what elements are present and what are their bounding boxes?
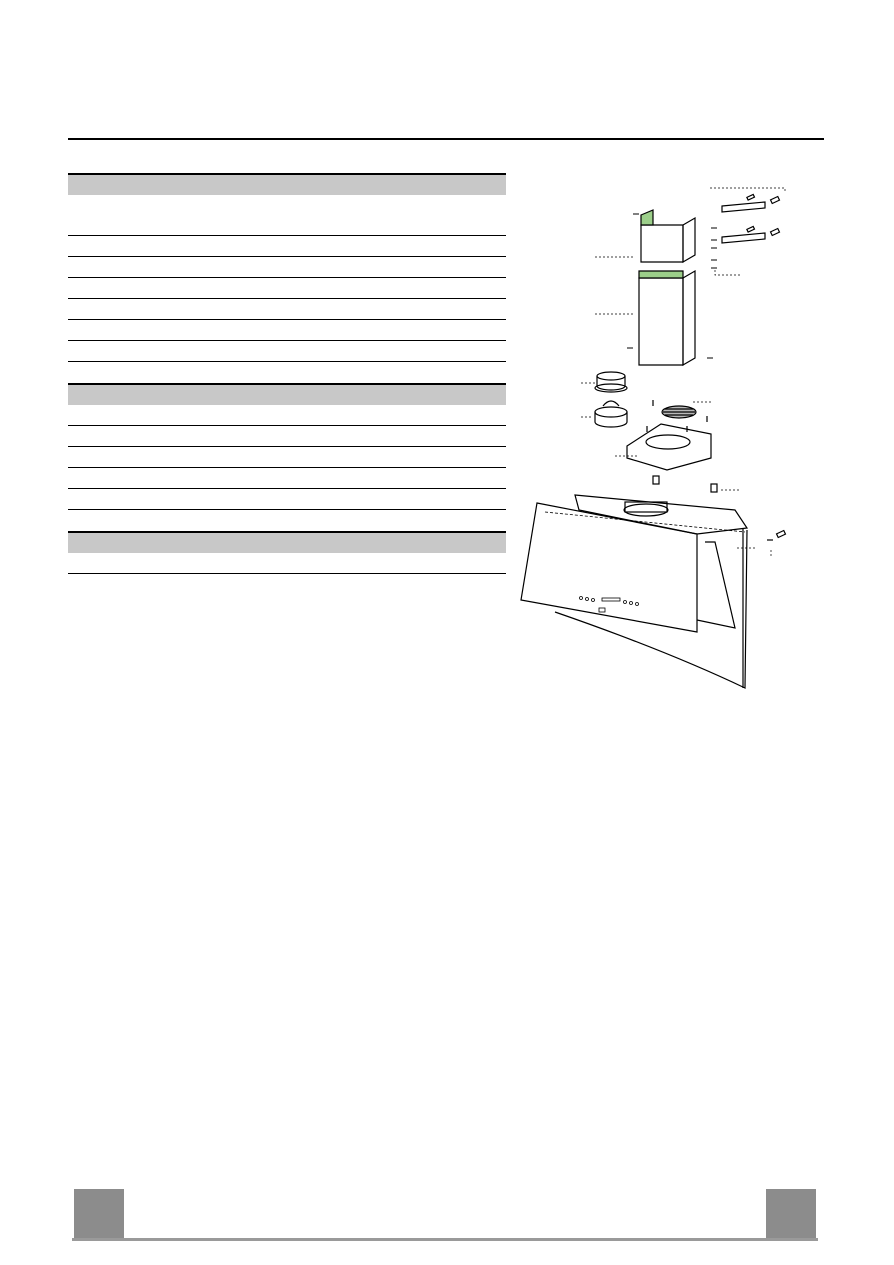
table-row <box>68 195 506 236</box>
table-row <box>68 299 506 320</box>
table-row <box>68 341 506 362</box>
lower-chimney-icon <box>595 271 695 365</box>
table-row <box>68 468 506 489</box>
right-page-tab <box>766 1189 816 1239</box>
section-header-installation <box>68 383 506 405</box>
upper-chimney-icon <box>595 210 695 262</box>
top-rule <box>68 138 824 140</box>
parts-table <box>68 173 506 574</box>
footer-rule <box>72 1238 818 1241</box>
table-row <box>68 447 506 468</box>
table-row <box>68 553 506 574</box>
left-page-tab <box>74 1189 124 1239</box>
section-header-documentation <box>68 531 506 553</box>
table-row <box>68 320 506 341</box>
table-row <box>68 405 506 426</box>
flange-icon <box>581 372 627 392</box>
grease-filter-icon <box>662 402 711 418</box>
hood-body-icon <box>521 495 757 688</box>
exploded-view-diagram <box>515 180 835 700</box>
non-return-valve-icon <box>581 401 627 427</box>
table-row <box>68 489 506 510</box>
section-header-components <box>68 173 506 195</box>
page-footer <box>72 1189 818 1241</box>
table-row <box>68 278 506 299</box>
wall-bracket-icon <box>710 188 785 243</box>
table-row <box>68 362 506 383</box>
table-row <box>68 510 506 531</box>
table-row <box>68 257 506 278</box>
table-row <box>68 236 506 257</box>
table-row <box>68 426 506 447</box>
